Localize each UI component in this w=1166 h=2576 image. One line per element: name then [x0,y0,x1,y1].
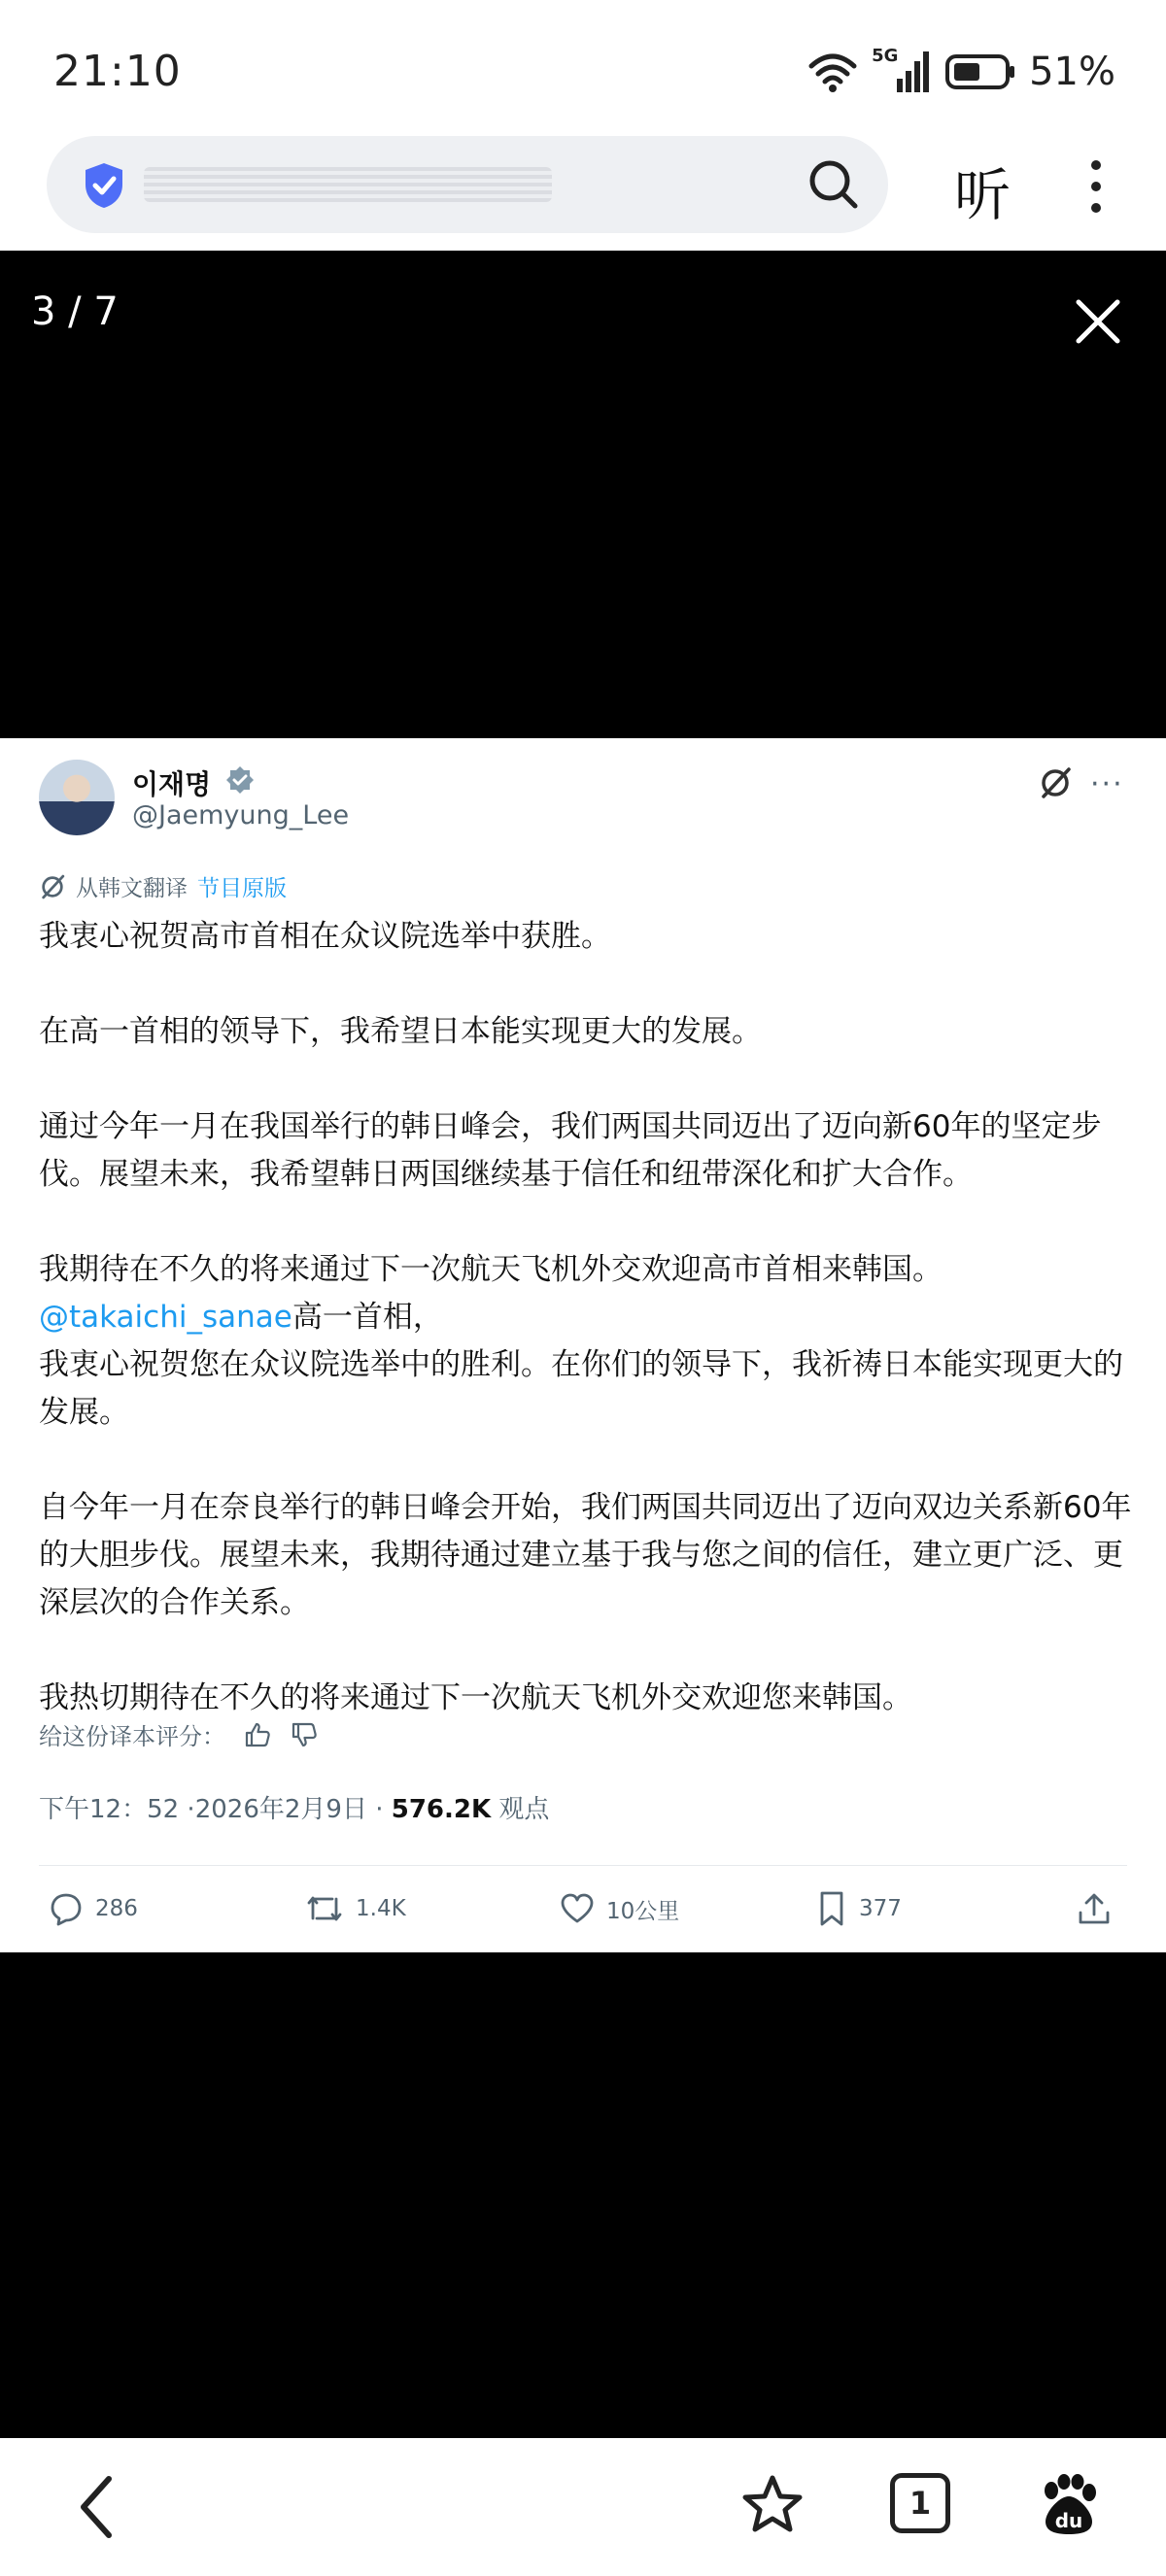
tab-count: 1 [909,2485,932,2522]
tweet-card [0,738,1166,1952]
verified-badge-icon [225,765,255,795]
reply-button[interactable] [47,1889,138,1928]
browser-toolbar [0,136,1166,251]
search-icon[interactable] [806,157,861,212]
rate-translation-row [39,1717,319,1751]
like-count: 10公里 [606,1898,680,1924]
reply-count: 286 [95,1896,138,1921]
like-button[interactable] [558,1889,679,1928]
retweet-count: 1.4K [356,1896,406,1921]
retweet-button[interactable] [303,1889,406,1928]
network-type: 5G [872,46,899,66]
bookmark-count: 377 [859,1896,902,1921]
status-bar [0,0,1166,136]
tweet-meta [39,1789,549,1825]
retweet-icon [303,1889,346,1928]
tabs-button[interactable] [890,2473,950,2533]
battery-percentage: 51% [1029,50,1115,94]
tweet-paragraph: 在高一首相的领导下，我希望日本能实现更大的发展。 [39,1014,762,1049]
views-label: 观点 [491,1795,550,1824]
star-icon[interactable] [740,2473,805,2537]
status-indicators [807,47,1115,97]
divider [39,1865,1127,1866]
views-count: 576.2K [391,1795,492,1824]
mention-link[interactable]: @takaichi_sanae [39,1300,292,1335]
image-viewer-bottom [0,1952,1166,2438]
svg-text:du: du [1054,2509,1083,2532]
reply-icon [47,1889,86,1928]
listen-button[interactable]: 听 [954,162,1012,228]
thumbs-down-icon[interactable] [290,1720,319,1749]
baidu-paw-icon[interactable] [1038,2473,1100,2537]
status-time: 21:10 [53,47,182,96]
display-name[interactable]: 이재명 [132,768,212,800]
more-horizontal-icon[interactable]: ··· [1090,767,1124,801]
tweet-paragraph: 自今年一月在奈良举行的韩日峰会开始，我们两国共同迈出了迈向双边关系新60年的大胆步伐。展望未来，我期待通过建立基于我与您之间的信任，建立更广泛、更深层次的合作关系。 [39,1490,1132,1620]
thumbs-up-icon[interactable] [243,1720,272,1749]
show-original-link[interactable]: 节目原版 [197,876,287,901]
mention-line [39,1294,1132,1341]
wifi-icon [807,51,858,93]
image-viewer-top [0,251,1166,738]
avatar[interactable] [39,760,115,835]
browser-bottom-nav [0,2438,1166,2576]
shield-icon [82,161,126,210]
tweet-paragraph: 通过今年一月在我国举行的韩日峰会，我们两国共同迈出了迈向新60年的坚定步伐。展望未来，我希望韩日两国继续基于信任和纽带深化和扩大合作。 [39,1109,1102,1192]
address-bar[interactable] [47,136,888,233]
grok-icon[interactable] [1038,765,1073,800]
back-icon[interactable] [72,2473,120,2541]
tweet-paragraph: 我衷心祝贺高市首相在众议院选举中获胜。 [39,919,611,954]
heart-icon [558,1889,597,1928]
tweet-body [39,913,1132,1722]
tweet-paragraph: 我衷心祝贺您在众议院选举中的胜利。在你们的领导下，我祈祷日本能实现更大的发展。 [39,1347,1123,1430]
image-counter: 3 / 7 [31,289,119,334]
mention-suffix: 高一首相， [292,1300,443,1335]
translation-notice [39,870,287,902]
tweet-paragraph: 我热切期待在不久的将来通过下一次航天飞机外交欢迎您来韩国。 [39,1680,912,1715]
tweet-timestamp[interactable]: 下午12：52 ·2026年2月9日 · [39,1795,392,1824]
translate-icon [39,873,66,900]
blurred-url [144,167,552,202]
user-handle[interactable]: @Jaemyung_Lee [132,800,350,830]
translated-from-label: 从韩文翻译 [76,876,188,901]
rate-translation-label: 给这份译本评分： [39,1723,225,1750]
tweet-actions [39,1889,1127,1938]
close-icon[interactable] [1074,297,1122,346]
cellular-signal-icon [872,46,932,94]
battery-icon [945,53,1015,90]
more-vertical-icon[interactable] [1081,157,1111,216]
tweet-paragraph: 我期待在不久的将来通过下一次航天飞机外交欢迎高市首相来韩国。 [39,1252,943,1287]
bookmark-button[interactable] [814,1889,902,1928]
share-button[interactable] [1075,1889,1114,1928]
share-icon [1075,1889,1114,1928]
bookmark-icon [814,1889,849,1928]
